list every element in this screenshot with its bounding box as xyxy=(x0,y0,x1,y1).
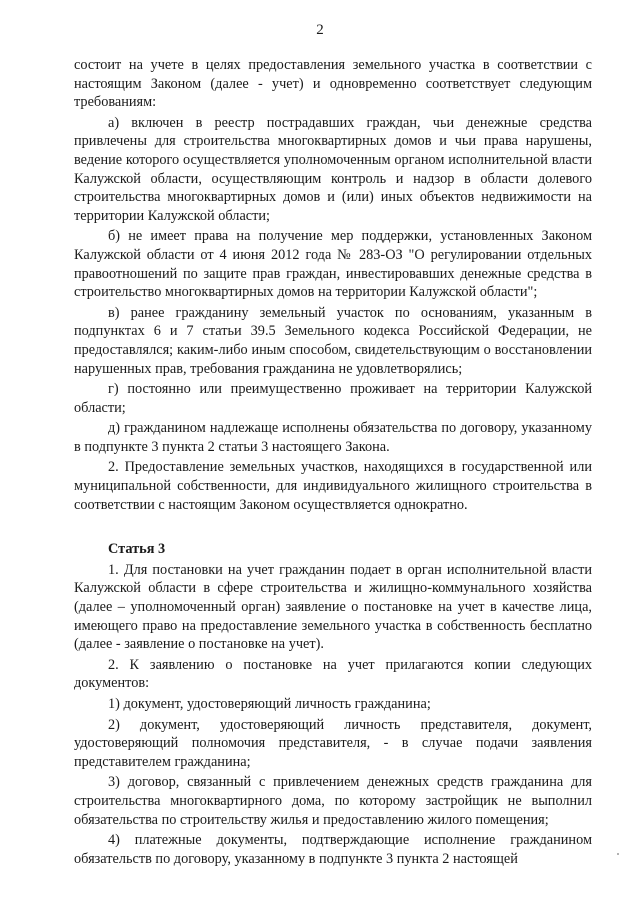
article-3-list-item-3: 3) договор, связанный с привлечением денежных средств гражданина для строительства многоквартирного дома, по которому застройщик не выполнил обязательства по строительству жилья и предоставлению жилого помещения; xyxy=(74,774,592,828)
paragraph-item-g: г) постоянно или преимущественно проживает на территории Калужской области; xyxy=(74,381,592,416)
paragraph-continuation: состоит на учете в целях предоставления земельного участка в соответствии с настоящим Законом (далее - учет) и одновременно соответствует следующим требованиям: xyxy=(74,57,592,111)
article-3-list-item-4: 4) платежные документы, подтверждающие исполнение гражданином обязательств по договору, указанному в подпункте 3 пункта 2 настоящей xyxy=(74,832,592,867)
article-3-clause-1: 1. Для постановки на учет гражданин подает в орган исполнительной власти Калужской области в сфере строительства и жилищно-коммунального хозяйства (далее – уполномоченный орган) заявление о постановке на учет в качестве лица, имеющего право на предоставление земельного участка в собственность бесплатно (далее - заявление о постановке на учет). xyxy=(74,561,592,653)
document-body xyxy=(74,56,592,870)
article-3-clause-2: 2. К заявлению о постановке на учет прилагаются копии следующих документов: xyxy=(74,656,592,692)
article-3-list-item-1: 1) документ, удостоверяющий личность гражданина; xyxy=(108,696,431,712)
page-number: 2 xyxy=(316,22,324,38)
scan-speck xyxy=(617,853,619,855)
paragraph-clause-2: 2. Предоставление земельных участков, находящихся в государственной или муниципальной собственности, для индивидуального жилищного строительства в соответствии с настоящим Законом осуществляется однократно. xyxy=(74,459,592,513)
paragraph-item-v: в) ранее гражданину земельный участок по основаниям, указанным в подпунктах 6 и 7 статьи 39.5 Земельного кодекса Российской Федерации, не предоставлялся; каким-либо иным способом, свидетельствующим о восстановлении нарушенных прав, требования гражданина не удовлетворялись; xyxy=(74,304,592,377)
paragraph-item-b: б) не имеет права на получение мер поддержки, установленных Законом Калужской области от 4 июня 2012 года № 283-ОЗ "О регулировании отдельных правоотношений по защите прав граждан, инвестировавших денежные средства в строительство многоквартирных домов на территории Калужской области"; xyxy=(74,228,592,301)
paragraph-item-d: д) гражданином надлежаще исполнены обязательства по договору, указанному в подпункте 3 пункта 2 статьи 3 настоящего Закона. xyxy=(74,420,592,455)
article-3-list-item-2: 2) документ, удостоверяющий личность представителя, документ, удостоверяющий полномочия представителя, - в случае подачи заявления представителем гражданина; xyxy=(74,716,592,770)
article-3-heading: Статья 3 xyxy=(108,541,166,558)
paragraph-item-a: а) включен в реестр пострадавших граждан, чьи денежные средства привлечены для строительства многоквартирных домов и чьи права нарушены, ведение которого осуществляется уполномоченным органом исполнительной власти Калужской области, осуществляющим контроль и надзор в области долевого строительства многоквартирных домов и (или) иных объектов недвижимости на территории Калужской области; xyxy=(74,114,592,224)
